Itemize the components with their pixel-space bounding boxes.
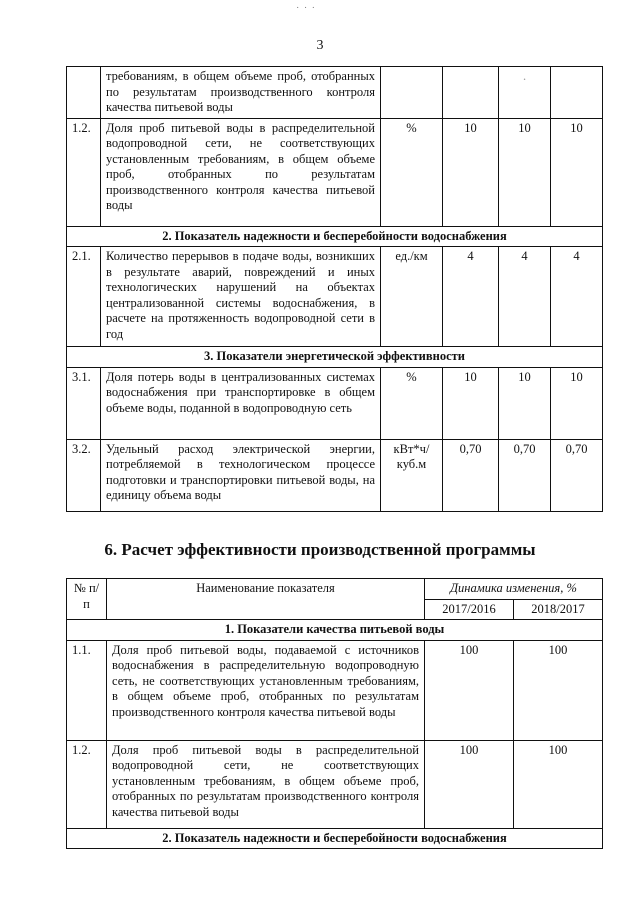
header-dynamics: Динамика изменения, % — [425, 579, 603, 600]
row-number: 1.2. — [67, 118, 101, 226]
indicator-name: Доля проб питьевой воды в распределительной водопроводной сети, не соответствующих установленным требованиям, в общем объеме проб, отобранных по результатам производственного контроля качества питьевой воды — [101, 118, 381, 226]
section-heading: 3. Показатели энергетической эффективности — [67, 347, 603, 368]
table-row — [67, 439, 603, 511]
value-cell: 0,70 — [551, 439, 603, 511]
indicator-name: требованиям, в общем объеме проб, отобранных по результатам производственного контроля качества питьевой воды — [101, 67, 381, 119]
value-cell: 10 — [551, 367, 603, 439]
section-title: 6. Расчет эффективности производственной программы — [104, 540, 536, 559]
table-row — [67, 367, 603, 439]
value-cell: 4 — [443, 247, 499, 347]
value-cell — [443, 67, 499, 119]
section-heading: 2. Показатель надежности и бесперебойности водоснабжения — [67, 226, 603, 247]
value-cell: 0,70 — [443, 439, 499, 511]
row-number: 2.1. — [67, 247, 101, 347]
value-cell: . — [499, 67, 551, 119]
page-number: 3 — [316, 38, 324, 53]
unit-cell: % — [381, 118, 443, 226]
table-row — [67, 740, 603, 828]
indicator-name: Доля потерь воды в централизованных системах водоснабжения при транспортировке в общем объеме воды, поданной в водопроводную сеть — [101, 367, 381, 439]
section-heading: 2. Показатель надежности и бесперебойности водоснабжения — [67, 828, 603, 849]
value-cell: 4 — [551, 247, 603, 347]
header-period: 2017/2016 — [425, 599, 514, 620]
value-cell: 10 — [443, 118, 499, 226]
indicators-table — [66, 66, 603, 512]
row-number — [67, 67, 101, 119]
value-cell: 10 — [443, 367, 499, 439]
header-row — [67, 579, 603, 600]
value-cell: 10 — [499, 118, 551, 226]
section-row — [67, 828, 603, 849]
header-period: 2018/2017 — [514, 599, 603, 620]
table-row — [67, 640, 603, 740]
table-row — [67, 118, 603, 226]
unit-cell: кВт*ч/ куб.м — [381, 439, 443, 511]
row-number: 1.1. — [67, 640, 107, 740]
value-cell — [551, 67, 603, 119]
section-row — [67, 620, 603, 641]
unit-cell: ед./км — [381, 247, 443, 347]
efficiency-table — [66, 578, 603, 849]
indicator-name: Доля проб питьевой воды, подаваемой с источников водоснабжения в распределительную водопроводную сеть, не соответствующих установленным требованиям, в общем объеме проб, отобранных по результатам производственного контроля качества питьевой воды — [107, 640, 425, 740]
value-cell: 0,70 — [499, 439, 551, 511]
row-number: 1.2. — [67, 740, 107, 828]
indicator-name: Доля проб питьевой воды в распределительной водопроводной сети, не соответствующих установленным требованиям, в общем объеме проб, отобранных по результатам производственного контроля качества питьевой воды — [107, 740, 425, 828]
value-cell: 100 — [425, 640, 514, 740]
value-cell: 4 — [499, 247, 551, 347]
value-cell: 10 — [551, 118, 603, 226]
table-row — [67, 67, 603, 119]
header-number: № п/п — [67, 579, 107, 620]
section-heading: 1. Показатели качества питьевой воды — [67, 620, 603, 641]
scan-artifact: ˙ ˙ ˙ — [296, 6, 316, 17]
value-cell: 100 — [514, 640, 603, 740]
indicator-name: Удельный расход электрической энергии, потребляемой в технологическом процессе подготовки и транспортировки питьевой воды, на единицу объема воды — [101, 439, 381, 511]
row-number: 3.2. — [67, 439, 101, 511]
unit-cell — [381, 67, 443, 119]
unit-cell: % — [381, 367, 443, 439]
value-cell: 100 — [425, 740, 514, 828]
section-row — [67, 347, 603, 368]
table-row — [67, 247, 603, 347]
section-row — [67, 226, 603, 247]
value-cell: 10 — [499, 367, 551, 439]
row-number: 3.1. — [67, 367, 101, 439]
value-cell: 100 — [514, 740, 603, 828]
indicator-name: Количество перерывов в подаче воды, возникших в результате аварий, повреждений и иных технологических нарушений на объектах централизованной системы водоснабжения, в расчете на протяженность водопроводной сети в год — [101, 247, 381, 347]
header-name: Наименование показателя — [107, 579, 425, 620]
